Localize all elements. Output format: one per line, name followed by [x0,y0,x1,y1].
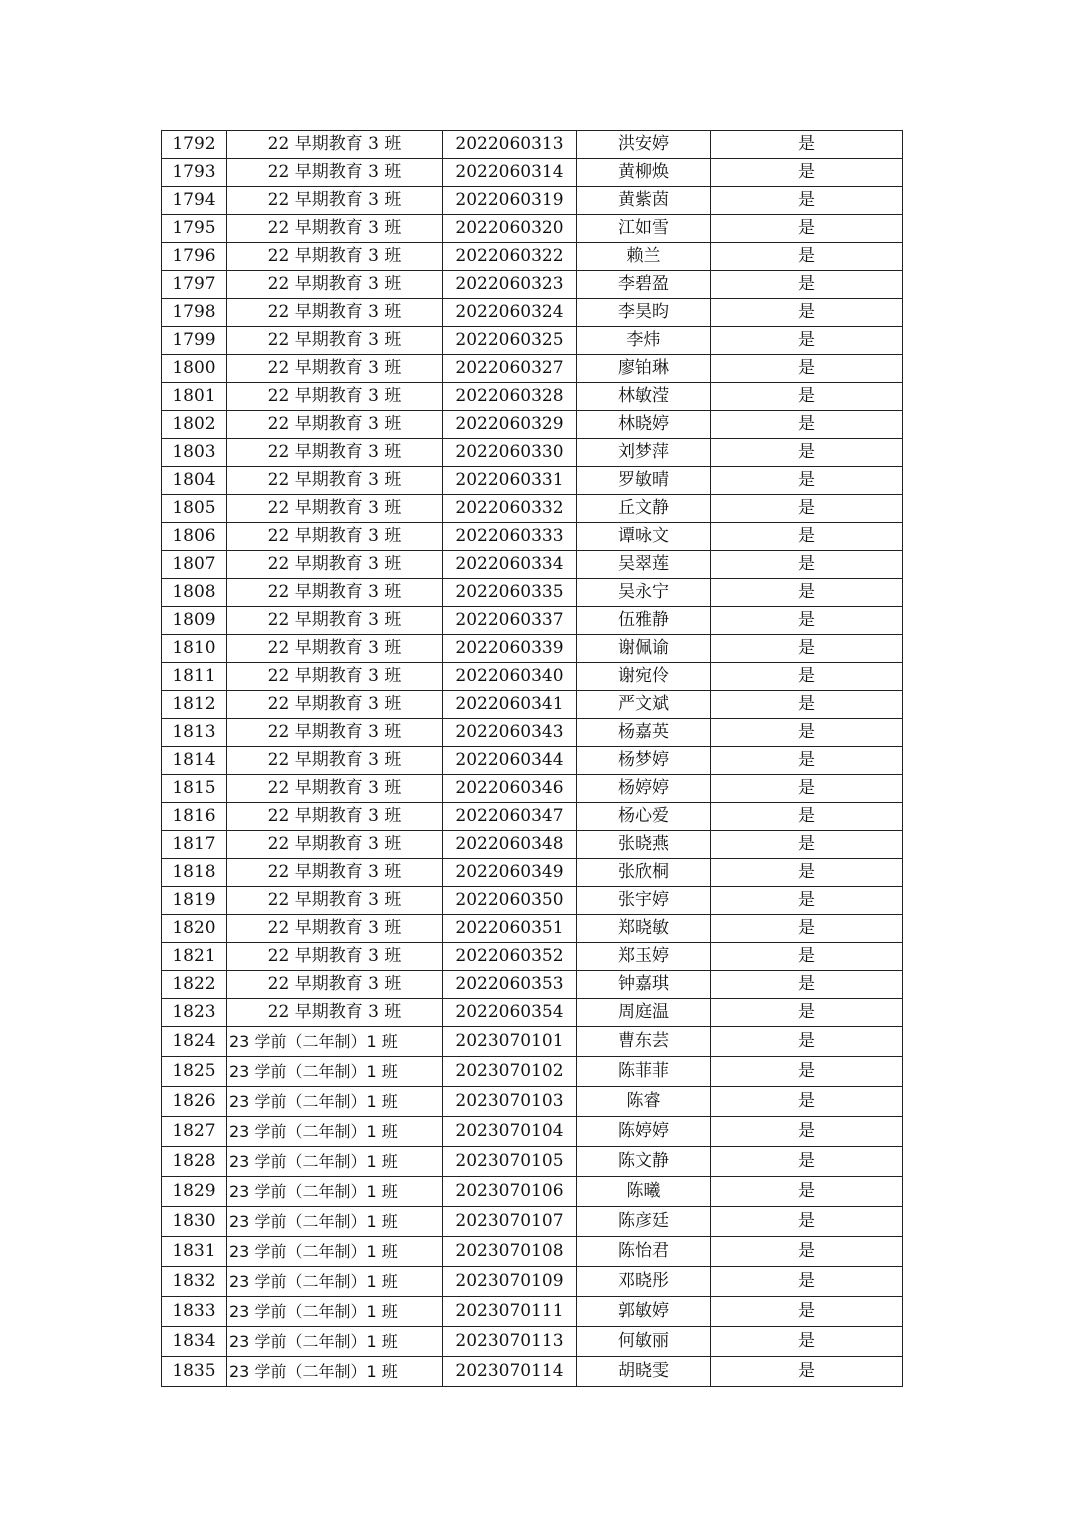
table-row [162,1027,903,1057]
table-row [162,859,903,887]
student-name: 陈彦廷 [577,1207,711,1237]
student-id: 2022060319 [443,187,577,215]
status-value: 是 [711,747,903,775]
student-name: 李炜 [577,327,711,355]
student-name: 张欣桐 [577,859,711,887]
class-name: 23 学前（二年制）1 班 [227,1117,443,1147]
status-value: 是 [711,1087,903,1117]
class-name: 22 早期教育 3 班 [227,243,443,271]
class-name: 22 早期教育 3 班 [227,887,443,915]
student-id: 2022060314 [443,159,577,187]
row-number: 1815 [162,775,227,803]
class-name: 22 早期教育 3 班 [227,495,443,523]
student-name: 胡晓雯 [577,1357,711,1387]
student-name: 钟嘉琪 [577,971,711,999]
status-value: 是 [711,439,903,467]
row-number: 1794 [162,187,227,215]
student-id: 2022060335 [443,579,577,607]
table-row [162,831,903,859]
status-value: 是 [711,159,903,187]
row-number: 1812 [162,691,227,719]
student-id: 2022060322 [443,243,577,271]
student-name: 黄紫茵 [577,187,711,215]
row-number: 1822 [162,971,227,999]
status-value: 是 [711,579,903,607]
student-name: 陈曦 [577,1177,711,1207]
student-id: 2022060339 [443,635,577,663]
table-row [162,327,903,355]
class-name: 22 早期教育 3 班 [227,327,443,355]
student-name: 张晓燕 [577,831,711,859]
row-number: 1832 [162,1267,227,1297]
status-value: 是 [711,299,903,327]
table-row [162,1087,903,1117]
status-value: 是 [711,1177,903,1207]
class-name: 22 早期教育 3 班 [227,943,443,971]
row-number: 1810 [162,635,227,663]
class-name: 22 早期教育 3 班 [227,747,443,775]
student-name: 吴永宁 [577,579,711,607]
table-row [162,1357,903,1387]
class-name: 23 学前（二年制）1 班 [227,1207,443,1237]
table-row [162,747,903,775]
student-id: 2022060349 [443,859,577,887]
student-name: 杨梦婷 [577,747,711,775]
class-name: 22 早期教育 3 班 [227,999,443,1027]
row-number: 1831 [162,1237,227,1267]
table-row [162,551,903,579]
student-id: 2022060354 [443,999,577,1027]
status-value: 是 [711,1357,903,1387]
row-number: 1808 [162,579,227,607]
table-row [162,803,903,831]
row-number: 1802 [162,411,227,439]
row-number: 1798 [162,299,227,327]
table-row [162,915,903,943]
class-name: 22 早期教育 3 班 [227,159,443,187]
class-name: 23 学前（二年制）1 班 [227,1357,443,1387]
class-name: 22 早期教育 3 班 [227,383,443,411]
student-id: 2022060323 [443,271,577,299]
status-value: 是 [711,663,903,691]
student-name: 周庭温 [577,999,711,1027]
status-value: 是 [711,1327,903,1357]
student-id: 2023070114 [443,1357,577,1387]
table-row [162,495,903,523]
row-number: 1830 [162,1207,227,1237]
class-name: 23 学前（二年制）1 班 [227,1327,443,1357]
status-value: 是 [711,1297,903,1327]
class-name: 22 早期教育 3 班 [227,299,443,327]
class-name: 22 早期教育 3 班 [227,607,443,635]
class-name: 22 早期教育 3 班 [227,131,443,159]
student-id: 2022060353 [443,971,577,999]
row-number: 1823 [162,999,227,1027]
status-value: 是 [711,243,903,271]
student-name: 林晓婷 [577,411,711,439]
student-name: 谢宛伶 [577,663,711,691]
class-name: 23 学前（二年制）1 班 [227,1057,443,1087]
status-value: 是 [711,271,903,299]
status-value: 是 [711,187,903,215]
row-number: 1816 [162,803,227,831]
student-id: 2023070102 [443,1057,577,1087]
table-row [162,1177,903,1207]
student-name: 廖铂琳 [577,355,711,383]
student-id: 2022060334 [443,551,577,579]
student-id: 2022060352 [443,943,577,971]
status-value: 是 [711,523,903,551]
class-name: 22 早期教育 3 班 [227,915,443,943]
table-row [162,159,903,187]
student-name: 江如雪 [577,215,711,243]
status-value: 是 [711,495,903,523]
status-value: 是 [711,775,903,803]
status-value: 是 [711,943,903,971]
student-name: 李昊昀 [577,299,711,327]
class-name: 22 早期教育 3 班 [227,691,443,719]
student-id: 2022060320 [443,215,577,243]
row-number: 1805 [162,495,227,523]
class-name: 22 早期教育 3 班 [227,579,443,607]
student-name: 何敏丽 [577,1327,711,1357]
class-name: 22 早期教育 3 班 [227,355,443,383]
status-value: 是 [711,1267,903,1297]
student-name: 严文斌 [577,691,711,719]
table-row [162,1057,903,1087]
status-value: 是 [711,691,903,719]
student-name: 李碧盈 [577,271,711,299]
table-row [162,411,903,439]
table-row [162,299,903,327]
student-name: 谭咏文 [577,523,711,551]
row-number: 1833 [162,1297,227,1327]
row-number: 1795 [162,215,227,243]
status-value: 是 [711,1237,903,1267]
table-row [162,243,903,271]
student-name: 刘梦萍 [577,439,711,467]
student-id: 2022060324 [443,299,577,327]
status-value: 是 [711,383,903,411]
table-row [162,691,903,719]
row-number: 1829 [162,1177,227,1207]
row-number: 1803 [162,439,227,467]
student-name: 张宇婷 [577,887,711,915]
student-name: 杨婷婷 [577,775,711,803]
class-name: 22 早期教育 3 班 [227,831,443,859]
student-name: 谢佩谕 [577,635,711,663]
class-name: 23 学前（二年制）1 班 [227,1177,443,1207]
table-row [162,1327,903,1357]
student-name: 郑玉婷 [577,943,711,971]
student-id: 2022060337 [443,607,577,635]
status-value: 是 [711,327,903,355]
class-name: 22 早期教育 3 班 [227,215,443,243]
status-value: 是 [711,1207,903,1237]
class-name: 22 早期教育 3 班 [227,971,443,999]
student-name: 陈怡君 [577,1237,711,1267]
table-row [162,1117,903,1147]
status-value: 是 [711,1027,903,1057]
table-row [162,271,903,299]
row-number: 1835 [162,1357,227,1387]
row-number: 1800 [162,355,227,383]
class-name: 22 早期教育 3 班 [227,187,443,215]
table-row [162,131,903,159]
table-row [162,467,903,495]
row-number: 1792 [162,131,227,159]
student-name: 陈菲菲 [577,1057,711,1087]
student-id: 2022060346 [443,775,577,803]
table-row [162,383,903,411]
student-name: 吴翠莲 [577,551,711,579]
student-id: 2022060325 [443,327,577,355]
student-name: 郭敏婷 [577,1297,711,1327]
class-name: 23 学前（二年制）1 班 [227,1027,443,1057]
class-name: 23 学前（二年制）1 班 [227,1147,443,1177]
table-row [162,1267,903,1297]
row-number: 1804 [162,467,227,495]
class-name: 22 早期教育 3 班 [227,803,443,831]
student-name: 黄柳焕 [577,159,711,187]
row-number: 1824 [162,1027,227,1057]
row-number: 1806 [162,523,227,551]
status-value: 是 [711,1057,903,1087]
student-id: 2022060348 [443,831,577,859]
table-row [162,215,903,243]
status-value: 是 [711,971,903,999]
class-name: 22 早期教育 3 班 [227,859,443,887]
student-name: 伍雅静 [577,607,711,635]
table-row [162,1297,903,1327]
class-name: 23 学前（二年制）1 班 [227,1237,443,1267]
class-name: 22 早期教育 3 班 [227,411,443,439]
status-value: 是 [711,831,903,859]
student-name: 陈睿 [577,1087,711,1117]
table-row [162,887,903,915]
student-id: 2023070107 [443,1207,577,1237]
status-value: 是 [711,859,903,887]
class-name: 22 早期教育 3 班 [227,775,443,803]
row-number: 1796 [162,243,227,271]
status-value: 是 [711,551,903,579]
row-number: 1825 [162,1057,227,1087]
student-id: 2023070113 [443,1327,577,1357]
status-value: 是 [711,131,903,159]
status-value: 是 [711,1147,903,1177]
table-row [162,635,903,663]
table-row [162,355,903,383]
student-id: 2022060340 [443,663,577,691]
table-row [162,187,903,215]
row-number: 1818 [162,859,227,887]
student-id: 2022060343 [443,719,577,747]
status-value: 是 [711,607,903,635]
class-name: 22 早期教育 3 班 [227,719,443,747]
class-name: 22 早期教育 3 班 [227,271,443,299]
student-id: 2022060327 [443,355,577,383]
student-name: 陈文静 [577,1147,711,1177]
status-value: 是 [711,467,903,495]
status-value: 是 [711,915,903,943]
table-row [162,663,903,691]
class-name: 22 早期教育 3 班 [227,663,443,691]
status-value: 是 [711,355,903,383]
student-name: 曹东芸 [577,1027,711,1057]
row-number: 1813 [162,719,227,747]
student-id: 2023070105 [443,1147,577,1177]
row-number: 1793 [162,159,227,187]
table-row [162,943,903,971]
student-id: 2022060350 [443,887,577,915]
student-table-body [162,131,903,1387]
student-id: 2022060329 [443,411,577,439]
student-id: 2023070109 [443,1267,577,1297]
table-row [162,607,903,635]
student-name: 陈婷婷 [577,1117,711,1147]
student-name: 邓晓彤 [577,1267,711,1297]
class-name: 22 早期教育 3 班 [227,467,443,495]
class-name: 23 学前（二年制）1 班 [227,1267,443,1297]
table-row [162,775,903,803]
table-row [162,439,903,467]
student-name: 罗敏晴 [577,467,711,495]
student-name: 林敏滢 [577,383,711,411]
status-value: 是 [711,719,903,747]
student-id: 2023070108 [443,1237,577,1267]
student-id: 2022060328 [443,383,577,411]
status-value: 是 [711,803,903,831]
student-id: 2022060351 [443,915,577,943]
row-number: 1799 [162,327,227,355]
row-number: 1797 [162,271,227,299]
row-number: 1834 [162,1327,227,1357]
row-number: 1828 [162,1147,227,1177]
row-number: 1809 [162,607,227,635]
row-number: 1811 [162,663,227,691]
student-name: 赖兰 [577,243,711,271]
table-row [162,719,903,747]
table-row [162,579,903,607]
status-value: 是 [711,1117,903,1147]
row-number: 1827 [162,1117,227,1147]
row-number: 1821 [162,943,227,971]
class-name: 22 早期教育 3 班 [227,523,443,551]
student-id: 2023070103 [443,1087,577,1117]
student-name: 杨嘉英 [577,719,711,747]
table-row [162,971,903,999]
student-name: 杨心爱 [577,803,711,831]
row-number: 1801 [162,383,227,411]
student-id: 2022060341 [443,691,577,719]
table-row [162,999,903,1027]
status-value: 是 [711,215,903,243]
row-number: 1820 [162,915,227,943]
class-name: 22 早期教育 3 班 [227,635,443,663]
student-id: 2022060333 [443,523,577,551]
row-number: 1814 [162,747,227,775]
student-name: 丘文静 [577,495,711,523]
student-id: 2022060344 [443,747,577,775]
student-id: 2022060331 [443,467,577,495]
class-name: 23 学前（二年制）1 班 [227,1087,443,1117]
student-id: 2023070104 [443,1117,577,1147]
table-row [162,1207,903,1237]
table-row [162,523,903,551]
status-value: 是 [711,411,903,439]
row-number: 1826 [162,1087,227,1117]
class-name: 22 早期教育 3 班 [227,439,443,467]
status-value: 是 [711,887,903,915]
class-name: 22 早期教育 3 班 [227,551,443,579]
student-id: 2023070106 [443,1177,577,1207]
student-table [161,130,903,1387]
student-id: 2023070101 [443,1027,577,1057]
student-id: 2023070111 [443,1297,577,1327]
student-id: 2022060313 [443,131,577,159]
table-row [162,1147,903,1177]
class-name: 23 学前（二年制）1 班 [227,1297,443,1327]
row-number: 1817 [162,831,227,859]
status-value: 是 [711,999,903,1027]
student-name: 郑晓敏 [577,915,711,943]
row-number: 1807 [162,551,227,579]
row-number: 1819 [162,887,227,915]
status-value: 是 [711,635,903,663]
student-id: 2022060330 [443,439,577,467]
student-id: 2022060347 [443,803,577,831]
student-name: 洪安婷 [577,131,711,159]
student-id: 2022060332 [443,495,577,523]
table-row [162,1237,903,1267]
